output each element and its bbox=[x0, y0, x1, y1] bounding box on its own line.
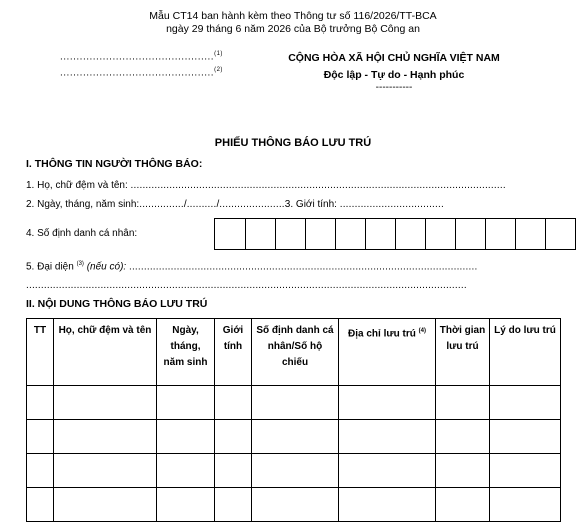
nation-motto: Độc lập - Tự do - Hạnh phúc bbox=[323, 69, 465, 81]
representative-optional: (nếu có): bbox=[86, 261, 127, 273]
table-cell[interactable] bbox=[436, 420, 490, 454]
note-2: (2) bbox=[214, 67, 223, 73]
id-digit-cell[interactable] bbox=[335, 219, 365, 249]
table-cell[interactable] bbox=[157, 488, 215, 522]
note-1: (1) bbox=[214, 51, 223, 57]
form-reference-line-2: ngày 29 tháng 6 năm 2026 của Bộ trưởng Bộ Công an bbox=[166, 23, 420, 35]
id-digit-cell[interactable] bbox=[545, 219, 575, 249]
dob-label: 2. Ngày, tháng, năm sinh: bbox=[26, 199, 140, 210]
residence-table bbox=[26, 318, 561, 522]
agency-line-2 bbox=[60, 67, 223, 78]
table-header-cell bbox=[27, 319, 54, 386]
agency-line-2-dots: ............................................... bbox=[60, 67, 215, 79]
table-cell[interactable] bbox=[252, 488, 339, 522]
id-digit-cell[interactable] bbox=[395, 219, 425, 249]
table-header-text: Thời gian bbox=[439, 325, 486, 336]
table-header-text: Họ, chữ đệm và tên bbox=[58, 325, 152, 336]
table-header-text: Địa chỉ lưu trú bbox=[348, 328, 416, 340]
table-cell[interactable] bbox=[252, 386, 339, 420]
gender-field[interactable]: ................................... bbox=[339, 199, 444, 210]
id-digit-cell[interactable] bbox=[245, 219, 275, 249]
table-row bbox=[27, 420, 561, 454]
table-cell[interactable] bbox=[54, 420, 157, 454]
form-reference-line-1: Mẫu CT14 ban hành kèm theo Thông tư số 116/2026/TT-BCA bbox=[149, 10, 437, 22]
table-header-text: Số định danh cá bbox=[256, 325, 334, 336]
dob-month-field[interactable]: .......... bbox=[186, 199, 217, 210]
table-cell[interactable] bbox=[215, 386, 252, 420]
table-cell[interactable] bbox=[252, 454, 339, 488]
table-cell[interactable] bbox=[54, 386, 157, 420]
dob-separator-2: / bbox=[216, 199, 220, 210]
table-cell[interactable] bbox=[490, 488, 561, 522]
nation-title: CỘNG HÒA XÃ HỘI CHỦ NGHĨA VIỆT NAM bbox=[288, 52, 500, 64]
full-name-field[interactable]: .............................................................................................................................. bbox=[130, 180, 506, 191]
table-header-cell bbox=[490, 319, 561, 386]
table-cell[interactable] bbox=[157, 420, 215, 454]
dob-separator-1: / bbox=[183, 199, 187, 210]
representative-extra-line[interactable]: .................................................................................................................................................... bbox=[26, 280, 467, 291]
table-header-row bbox=[27, 319, 561, 386]
id-digit-cell[interactable] bbox=[275, 219, 305, 249]
section-1-title: I. THÔNG TIN NGƯỜI THÔNG BÁO: bbox=[26, 158, 203, 170]
id-digit-cell[interactable] bbox=[425, 219, 455, 249]
table-header-cell bbox=[436, 319, 490, 386]
table-cell[interactable] bbox=[490, 420, 561, 454]
table-cell[interactable] bbox=[490, 454, 561, 488]
table-cell[interactable] bbox=[27, 420, 54, 454]
table-header-text: nhân/Số hộ bbox=[267, 341, 323, 352]
table-cell[interactable] bbox=[215, 420, 252, 454]
table-cell[interactable] bbox=[157, 386, 215, 420]
id-digit-cell[interactable] bbox=[365, 219, 395, 249]
table-header-text: Lý do lưu trú bbox=[494, 325, 556, 336]
agency-line-1 bbox=[60, 51, 223, 62]
table-cell[interactable] bbox=[215, 454, 252, 488]
table-cell[interactable] bbox=[27, 386, 54, 420]
id-digit-cell[interactable] bbox=[515, 219, 545, 249]
table-cell[interactable] bbox=[436, 488, 490, 522]
table-header-text: tính bbox=[223, 341, 243, 352]
table-header-text: năm sinh bbox=[163, 357, 208, 368]
table-row bbox=[27, 488, 561, 522]
table-cell[interactable] bbox=[339, 386, 436, 420]
representative-row bbox=[26, 261, 477, 272]
table-cell[interactable] bbox=[215, 488, 252, 522]
table-cell[interactable] bbox=[27, 488, 54, 522]
table-cell[interactable] bbox=[252, 420, 339, 454]
section-2-title: II. NỘI DUNG THÔNG BÁO LƯU TRÚ bbox=[26, 298, 208, 310]
table-cell[interactable] bbox=[436, 454, 490, 488]
agency-line-1-dots: ............................................... bbox=[60, 51, 215, 63]
table-header-cell bbox=[157, 319, 215, 386]
table-header-text: Ngày, bbox=[172, 325, 199, 336]
table-cell[interactable] bbox=[490, 386, 561, 420]
table-cell[interactable] bbox=[54, 488, 157, 522]
table-cell[interactable] bbox=[339, 420, 436, 454]
table-row bbox=[27, 454, 561, 488]
id-label: 4. Số định danh cá nhân: bbox=[26, 228, 138, 239]
table-header-text: tháng, bbox=[170, 341, 201, 352]
representative-label: 5. Đại diện bbox=[26, 261, 74, 273]
full-name-label: 1. Họ, chữ đệm và tên: bbox=[26, 180, 128, 191]
gender-label: 3. Giới tính: bbox=[284, 199, 337, 210]
table-header-text: Giới bbox=[222, 325, 244, 336]
table-header-text: TT bbox=[33, 325, 47, 336]
table-cell[interactable] bbox=[339, 488, 436, 522]
table-header-cell bbox=[339, 319, 436, 386]
table-cell[interactable] bbox=[27, 454, 54, 488]
note-4: (4) bbox=[418, 328, 426, 334]
full-name-row bbox=[26, 180, 506, 191]
note-3: (3) bbox=[76, 261, 84, 267]
table-cell[interactable] bbox=[54, 454, 157, 488]
id-number-boxes[interactable] bbox=[214, 218, 576, 250]
table-header-text: chiếu bbox=[281, 357, 309, 368]
table-header-cell bbox=[252, 319, 339, 386]
id-digit-cell[interactable] bbox=[455, 219, 485, 249]
table-header-cell bbox=[54, 319, 157, 386]
id-digit-cell[interactable] bbox=[485, 219, 515, 249]
table-header-text: lưu trú bbox=[446, 341, 479, 352]
table-cell[interactable] bbox=[339, 454, 436, 488]
dob-year-field[interactable]: ...................... bbox=[219, 199, 285, 210]
table-header-cell bbox=[215, 319, 252, 386]
id-digit-cell[interactable] bbox=[305, 219, 335, 249]
id-digit-cell[interactable] bbox=[215, 219, 245, 249]
motto-rule: ----------- bbox=[375, 82, 413, 93]
table-cell[interactable] bbox=[157, 454, 215, 488]
document-title: PHIẾU THÔNG BÁO LƯU TRÚ bbox=[214, 137, 372, 149]
representative-field[interactable]: ..................................................................................................................... bbox=[128, 261, 478, 273]
table-row bbox=[27, 386, 561, 420]
dob-gender-row bbox=[26, 199, 444, 210]
table-cell[interactable] bbox=[436, 386, 490, 420]
dob-day-field[interactable]: ............... bbox=[139, 199, 184, 210]
